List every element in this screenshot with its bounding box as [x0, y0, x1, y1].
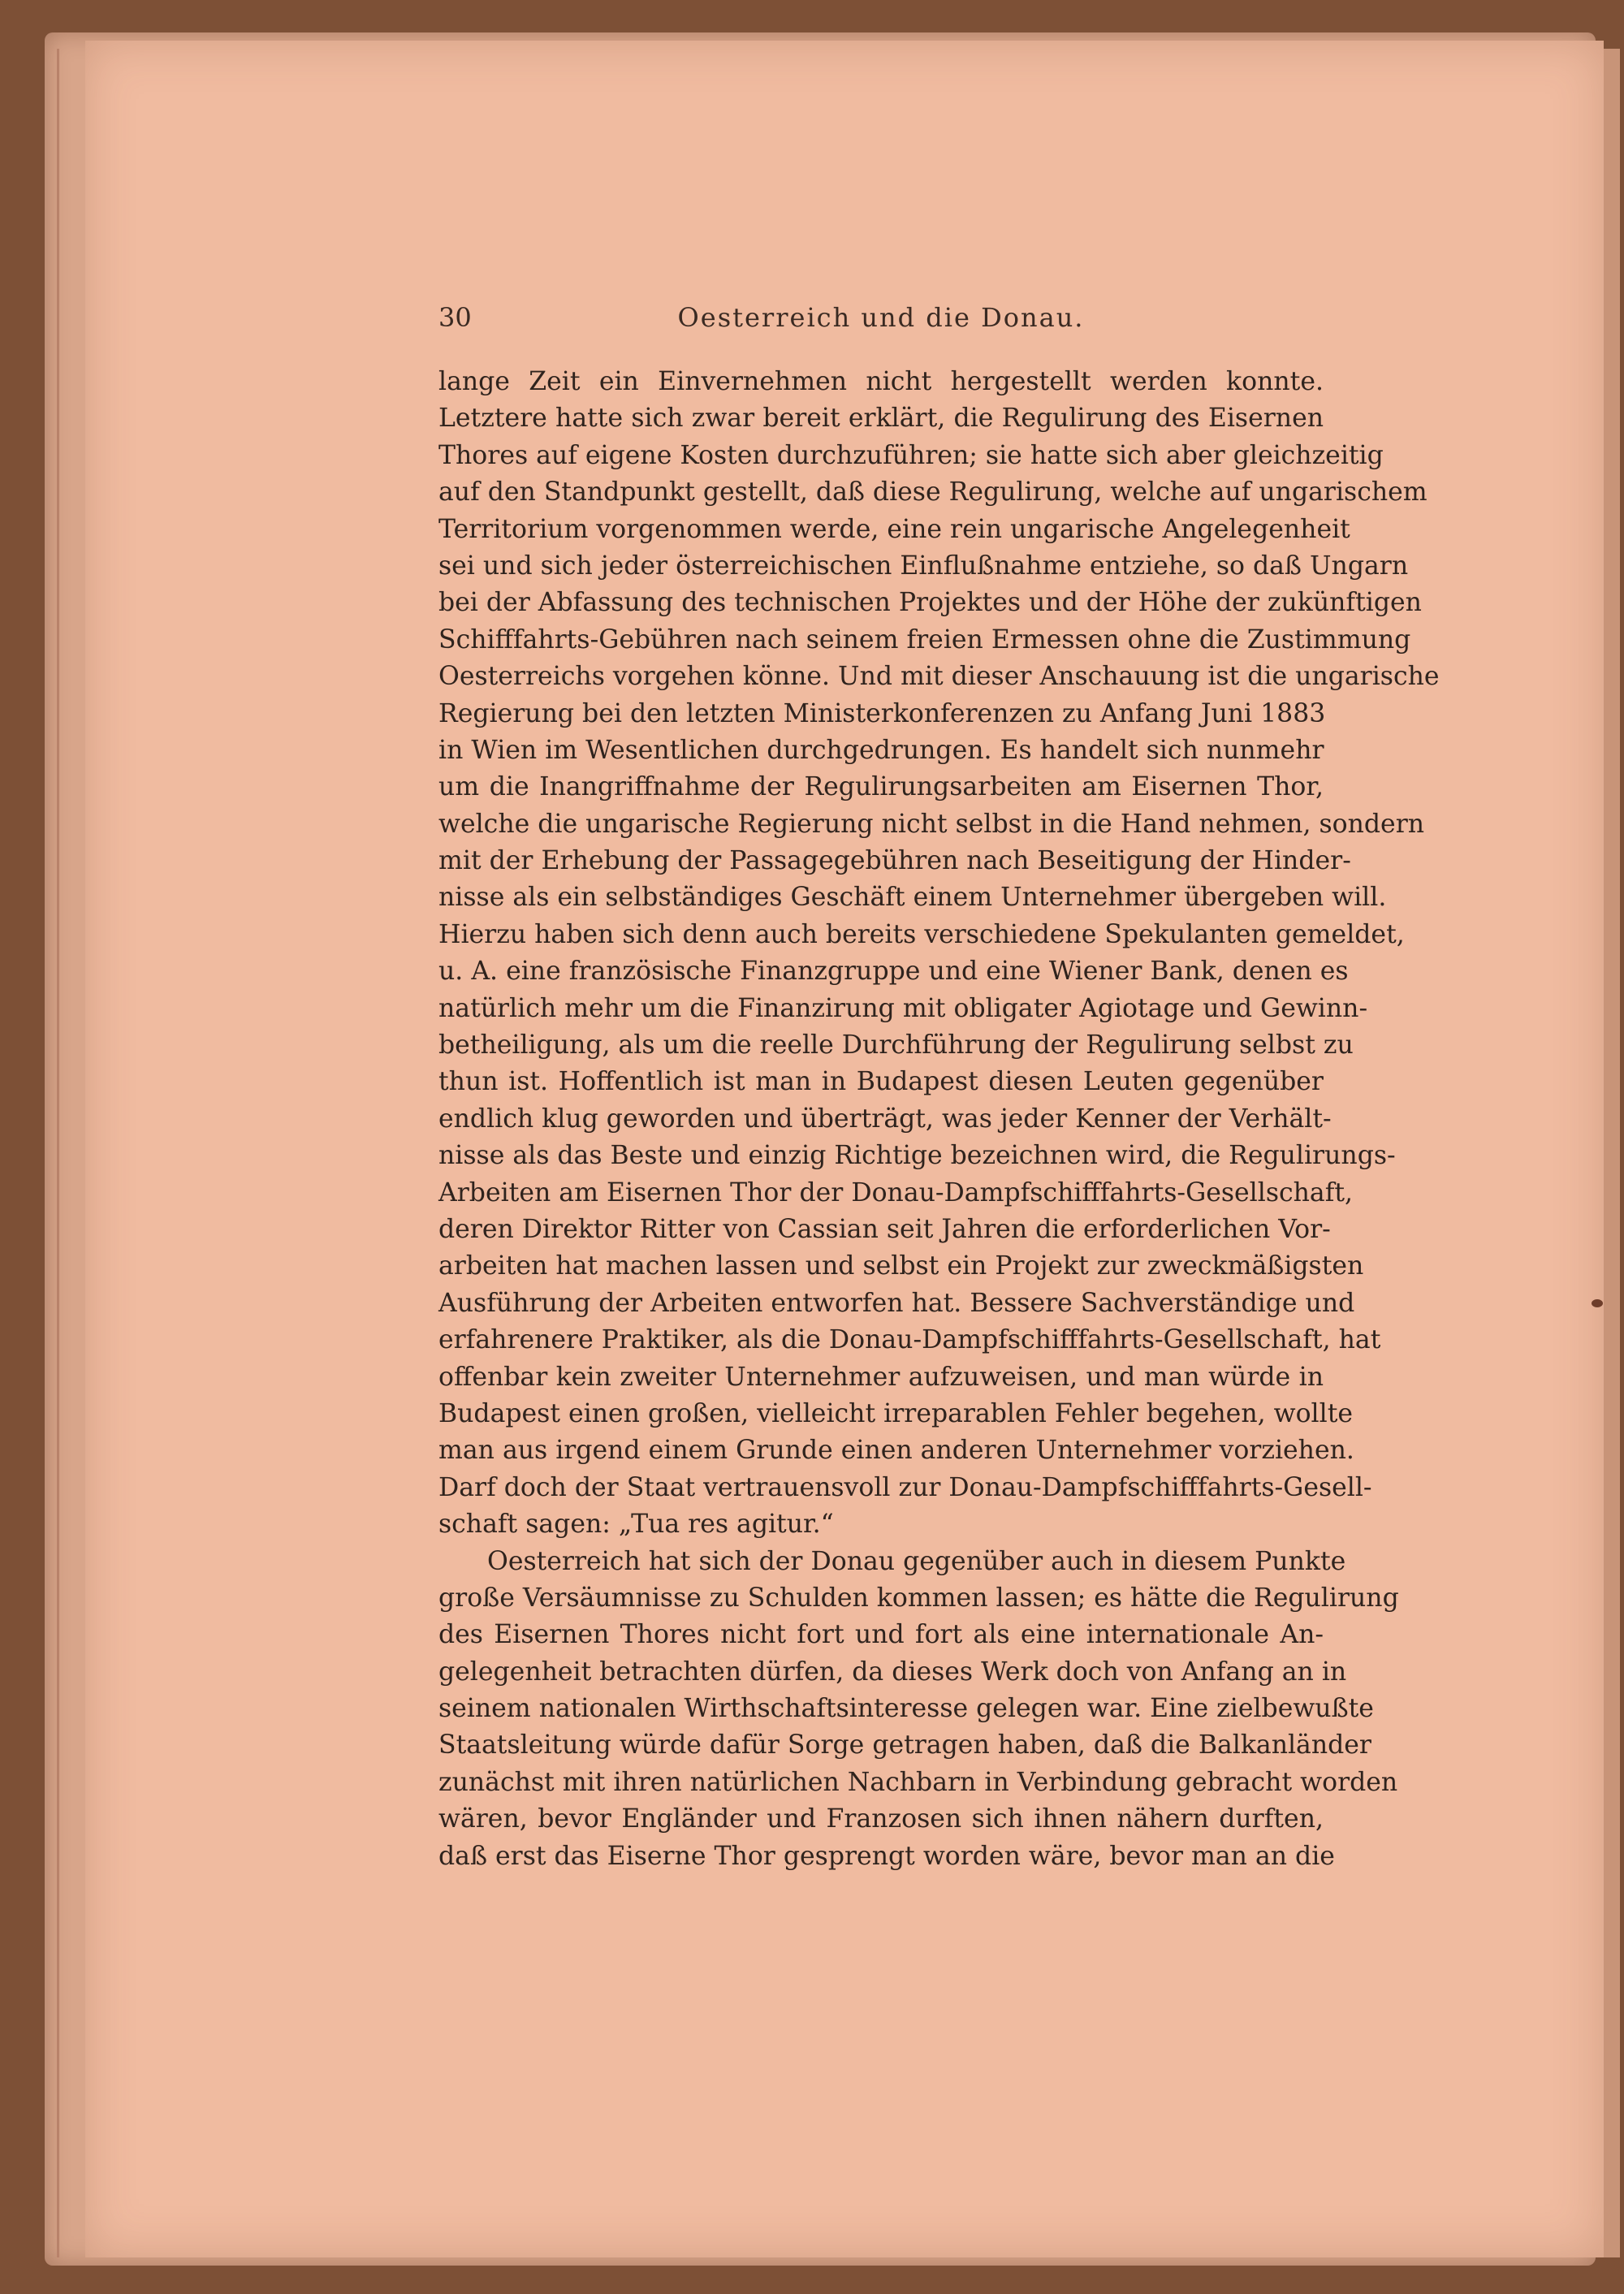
text-line: natürlich mehr um die Finanzirung mit obligater Agiotage und Gewinn-: [438, 993, 1368, 1023]
text-line: Oesterreichs vorgehen könne. Und mit dieser Anschauung ist die ungarische: [438, 662, 1440, 692]
text-line: welche die ungarische Regierung nicht selbst in die Hand nehmen, sondern: [438, 809, 1425, 839]
text-line: wären, bevor Engländer und Franzosen sich ihnen nähern durften,: [438, 1804, 1324, 1834]
text-line: mit der Erhebung der Passagegebühren nach Beseitigung der Hinder-: [438, 846, 1351, 876]
text-line: Staatsleitung würde dafür Sorge getragen haben, daß die Balkanländer: [438, 1730, 1371, 1760]
text-line: offenbar kein zweiter Unternehmer aufzuweisen, und man würde in: [438, 1362, 1324, 1392]
text-line: schaft sagen: „Tua res agitur.“: [438, 1510, 834, 1540]
text-line: nisse als das Beste und einzig Richtige bezeichnen wird, die Regulirungs-: [438, 1141, 1396, 1171]
text-line: bei der Abfassung des technischen Projektes und der Höhe der zukünftigen: [438, 588, 1422, 618]
text-line: große Versäumnisse zu Schulden kommen lassen; es hätte die Regulirung: [438, 1583, 1399, 1613]
text-line: gelegenheit betrachten dürfen, da dieses Werk doch von Anfang an in: [438, 1657, 1347, 1687]
text-line: seinem nationalen Wirthschaftsinteresse gelegen war. Eine zielbewußte: [438, 1694, 1374, 1724]
text-line: Budapest einen großen, vielleicht irreparablen Fehler begehen, wollte: [438, 1398, 1354, 1428]
text-line: um die Inangriffnahme der Regulirungsarbeiten am Eisernen Thor,: [438, 772, 1324, 802]
text-line: zunächst mit ihren natürlichen Nachbarn in Verbindung gebracht worden: [438, 1767, 1398, 1797]
text-line: in Wien im Wesentlichen durchgedrungen. Es handelt sich nunmehr: [438, 735, 1324, 765]
page-header: [438, 302, 1324, 335]
text-line: Letztere hatte sich zwar bereit erklärt, die Regulirung des Eisernen: [438, 404, 1324, 434]
text-line: sei und sich jeder österreichischen Einflußnahme entziehe, so daß Ungarn: [438, 551, 1409, 581]
text-line: Darf doch der Staat vertrauensvoll zur Donau-Dampfschifffahrts-Gesell-: [438, 1472, 1372, 1502]
text-line: thun ist. Hoffentlich ist man in Budapest diesen Leuten gegenüber: [438, 1067, 1324, 1097]
text-line: u. A. eine französische Finanzgruppe und eine Wiener Bank, denen es: [438, 957, 1349, 987]
text-line: nisse als ein selbständiges Geschäft einem Unternehmer übergeben will.: [438, 883, 1387, 913]
text-line: des Eisernen Thores nicht fort und fort als eine internationale An-: [438, 1620, 1324, 1650]
body-text: [438, 364, 1440, 1875]
text-line: Arbeiten am Eisernen Thor der Donau-Dampfschifffahrts-Gesellschaft,: [438, 1177, 1354, 1207]
text-line: arbeiten hat machen lassen und selbst ein Projekt zur zweckmäßigsten: [438, 1251, 1364, 1281]
text-line: Hierzu haben sich denn auch bereits verschiedene Spekulanten gemeldet,: [438, 919, 1405, 949]
running-title: Oesterreich und die Donau.: [677, 302, 1085, 333]
page-mark: [1592, 1299, 1603, 1307]
text-line: Ausführung der Arbeiten entworfen hat. Bessere Sachverständige und: [438, 1288, 1355, 1318]
text-line: Thores auf eigene Kosten durchzuführen; sie hatte sich aber gleichzeitig: [438, 440, 1384, 470]
text-line: Oesterreich hat sich der Donau gegenüber auch in diesem Punkte: [487, 1546, 1346, 1576]
text-line: auf den Standpunkt gestellt, daß diese Regulirung, welche auf ungarischem: [438, 477, 1427, 508]
text-line: Schifffahrts-Gebühren nach seinem freien Ermessen ohne die Zustimmung: [438, 624, 1411, 655]
text-line: endlich klug geworden und überträgt, was jeder Kenner der Verhält-: [438, 1104, 1332, 1134]
text-line: Territorium vorgenommen werde, eine rein ungarische Angelegenheit: [438, 514, 1350, 544]
text-line: betheiligung, als um die reelle Durchführung der Regulirung selbst zu: [438, 1030, 1354, 1061]
page-number: 30: [438, 302, 472, 333]
text-line: Regierung bei den letzten Ministerkonferenzen zu Anfang Juni 1883: [438, 698, 1326, 728]
text-line: lange Zeit ein Einvernehmen nicht hergestellt werden konnte.: [438, 367, 1324, 396]
text-line: daß erst das Eiserne Thor gesprengt worden wäre, bevor man an die: [438, 1841, 1335, 1871]
text-line: deren Direktor Ritter von Cassian seit Jahren die erforderlichen Vor-: [438, 1214, 1331, 1244]
text-line: man aus irgend einem Grunde einen anderen Unternehmer vorziehen.: [438, 1436, 1354, 1466]
text-line: erfahrenere Praktiker, als die Donau-Dampfschifffahrts-Gesellschaft, hat: [438, 1325, 1381, 1355]
